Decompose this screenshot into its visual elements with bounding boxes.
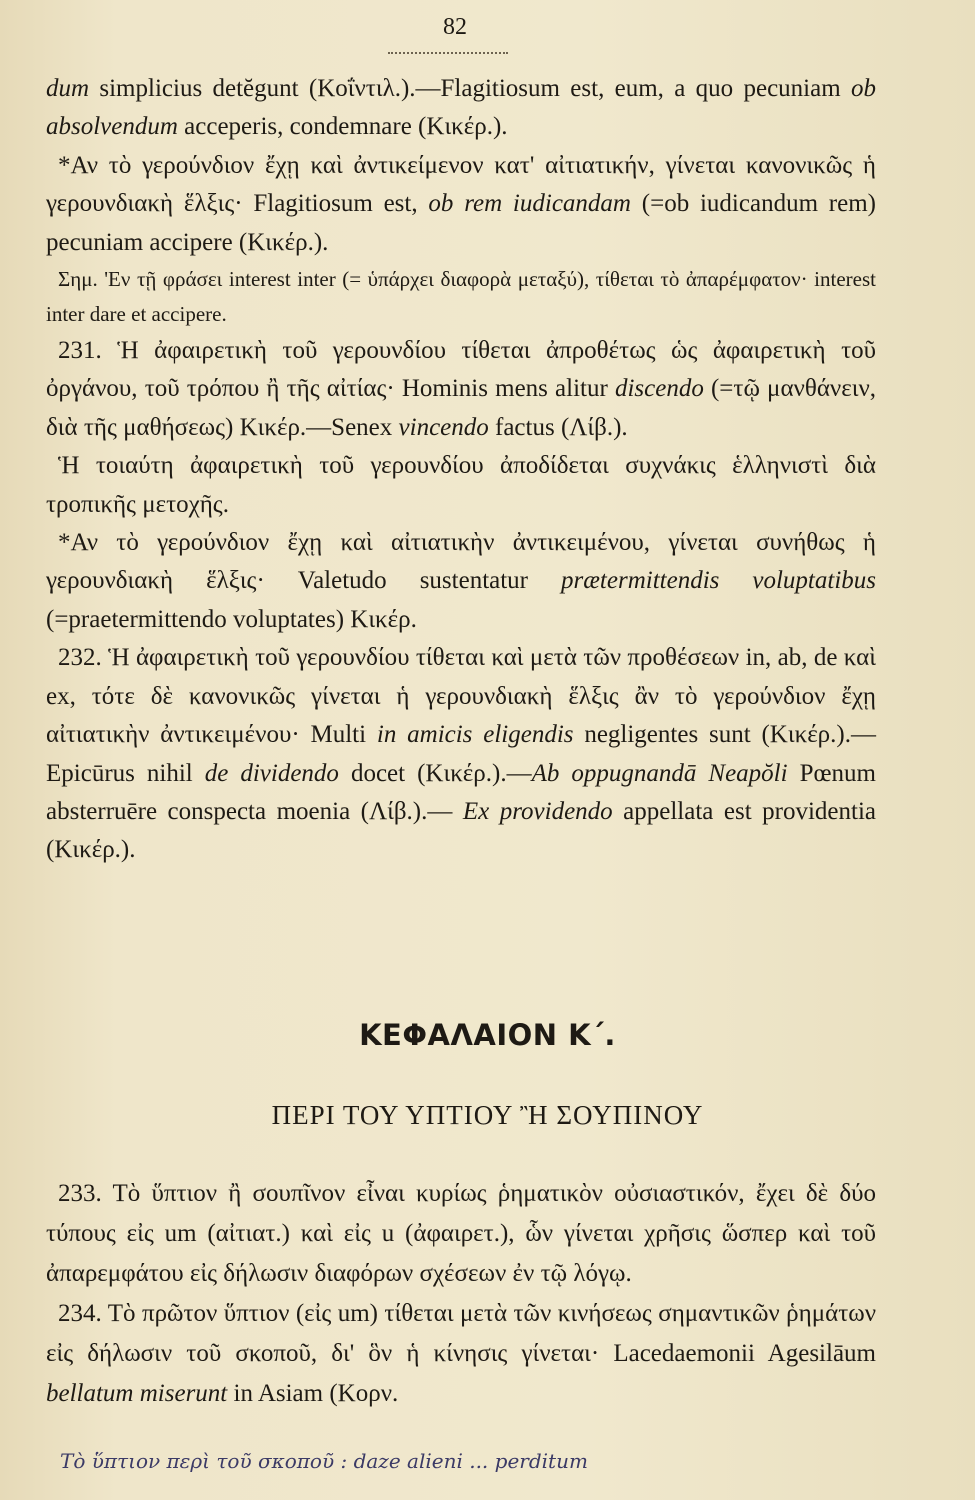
main-text-block (46, 70, 876, 870)
chapter-subtitle: ΠΕΡΙ ΤΟΥ ΥΠΤΙΟΥ Ἢ ΣΟΥΠΙΝΟΥ (271, 1100, 704, 1130)
text-run: 233. Τὸ ὕπτιον ἢ σουπῖνον εἶναι κυρίως ῥηματικὸν οὐσιαστικόν, ἔχει δὲ δύο τύπους εἰς um (αἰτιατ.) καὶ εἰς u (ἀφαιρετ.), ὧν γίνεται χρῆσις ὥσπερ καὶ τοῦ ἀπαρεμφάτου εἰς δήλωσιν διαφόρων σχέσεων ἐν τῷ λόγῳ. (46, 1180, 876, 1287)
italic-latin-phrase: in amicis eligendis (376, 721, 574, 749)
paragraph-231-note (46, 447, 876, 524)
text-run: Pœnum absterruēre conspecta moenia (Λίβ.).— (46, 759, 876, 825)
main-text-block-2 (46, 1174, 876, 1414)
paragraph-231-valetudo (46, 524, 876, 639)
text-run: 234. Τὸ πρῶτον ὕπτιον (εἰς um) τίθεται μετὰ τῶν κινήσεως σημαντικῶν ῥημάτων εἰς δήλωσιν τοῦ σκοποῦ, δι' ὃν ἡ κίνησις γίνεται· Lacedaemonii Agesilāum (46, 1300, 876, 1367)
italic-latin-phrase: discendo (614, 375, 704, 403)
text-run: factus (Λίβ.). (488, 413, 628, 441)
italic-latin-phrase: de dividendo (204, 759, 339, 787)
text-run: simplicius detĕgunt (Κοΐντιλ.).—Flagitiosum est, eum, a quo pecuniam (89, 75, 851, 102)
italic-latin-phrase: Ex providendo (462, 797, 613, 825)
page-number-rule (388, 52, 508, 54)
text-run: negligentes sunt (Κικέρ.).—Epicūrus nihil (46, 721, 876, 787)
text-run: *Αν τὸ γερούνδιον ἔχῃ καὶ ἀντικείμενον κατ' αἰτιατικήν, γίνεται κανονικῶς ἡ γερουνδιακὴ ἕλξις· Flagitiosum est, (46, 151, 876, 218)
paragraph-234 (46, 1294, 876, 1414)
page-number: 82 (443, 14, 467, 40)
italic-latin-phrase: Ab oppugnandā Neapŏli (531, 759, 788, 787)
text-run: Ἡ τοιαύτη ἀφαιρετικὴ τοῦ γερουνδίου ἀποδίδεται συχνάκις ἑλληνιστὶ διὰ τροπικῆς μετοχῆς. (46, 452, 876, 518)
handwritten-annotation: Τὸ ὕπτιον περὶ τοῦ σκοποῦ : daze alieni ... perditum (60, 1449, 588, 1473)
text-run: (=praetermittendo voluptates) Κικέρ. (46, 605, 417, 633)
text-run: (=τῷ μανθάνειν, διὰ τῆς μαθήσεως) Κικέρ.—Senex (46, 375, 876, 441)
text-run: in Asiam (Κορν. (227, 1380, 399, 1407)
paragraph-flagitiosum-1 (46, 70, 876, 147)
text-run: *Αν τὸ γερούνδιον ἔχῃ καὶ αἰτιατικὴν ἀντικειμένου, γίνεται συνήθως ἡ γερουνδιακὴ ἕλξις· Valetudo sustentatur (46, 529, 876, 595)
paragraph-232 (46, 639, 876, 869)
text-run: appellata est providentia (Κικέρ.). (46, 797, 876, 864)
paragraph-flagitiosum-2 (46, 147, 876, 262)
italic-latin-phrase: prætermittendis voluptatibus (561, 567, 876, 595)
text-run: acceperis, condemnare (Κικέρ.). (177, 113, 508, 141)
italic-latin-phrase: dum (46, 75, 90, 102)
italic-latin-phrase: bellatum miserunt (46, 1380, 228, 1407)
text-run: 232. Ἡ ἀφαιρετικὴ τοῦ γερουνδίου τίθεται καὶ μετὰ τῶν προθέσεων in, ab, de καὶ ex, τότε δὲ κανονικῶς γίνεται ἡ γερουνδιακὴ ἕλξις ἂν τὸ γερούνδιον ἔχῃ αἰτιατικὴν ἀντικειμένου· Multi (46, 644, 876, 749)
paragraph-231 (46, 332, 876, 447)
italic-latin-phrase: ob rem iudicandam (428, 190, 631, 218)
italic-latin-phrase: ob absolvendum (46, 75, 876, 141)
paragraph-233 (46, 1174, 876, 1294)
chapter-heading: ΚΕΦΑΛΑΙΟΝ Κ΄. (359, 1018, 616, 1052)
text-run: 231. Ἡ ἀφαιρετικὴ τοῦ γερουνδίου τίθεται ἀπροθέτως ὡς ἀφαιρετικὴ τοῦ ὀργάνου, τοῦ τρόπου ἢ τῆς αἰτίας· Hominis mens alitur (46, 337, 876, 403)
paragraph-note-interest (46, 262, 876, 332)
italic-latin-phrase: vincendo (398, 413, 489, 441)
text-run: (=ob iudicandum rem) pecuniam accipere (Κικέρ.). (46, 190, 876, 256)
text-run: docet (Κικέρ.).— (338, 759, 532, 787)
text-run: Σημ. 'Εν τῇ φράσει interest inter (= ὑπάρχει διαφορὰ μεταξύ), τίθεται τὸ ἀπαρέμφατον· interest inter dare et accipere. (46, 267, 876, 327)
